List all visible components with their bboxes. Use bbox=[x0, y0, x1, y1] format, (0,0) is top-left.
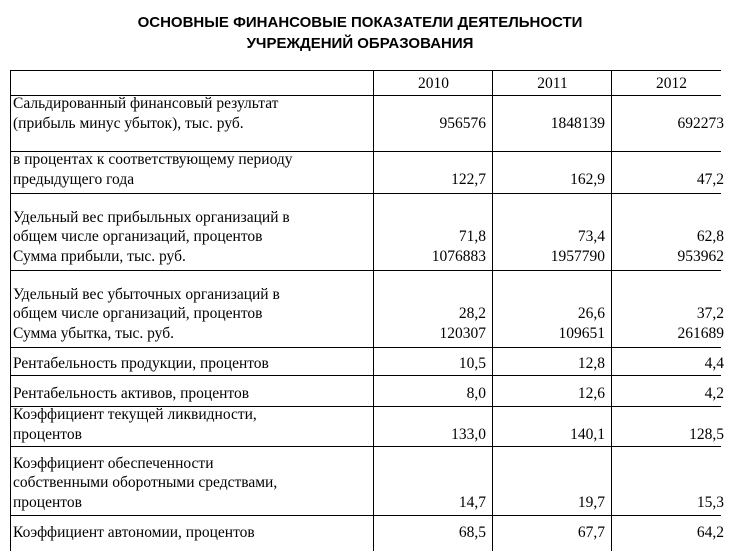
table-row bbox=[11, 406, 724, 444]
value-2010: 133,0 bbox=[451, 425, 486, 443]
value-2011: 67,7 bbox=[577, 523, 605, 541]
row-label: Коэффициент автономии, процентов bbox=[13, 523, 255, 541]
table-row bbox=[11, 193, 724, 266]
financial-table bbox=[10, 70, 724, 551]
value-2012: 64,2 bbox=[696, 523, 724, 541]
row-label: Коэффициент обеспеченности собственными оборотными средствами, процентов bbox=[13, 454, 278, 511]
value-2012: 47,2 bbox=[696, 170, 724, 188]
value-2012: 128,5 bbox=[689, 425, 724, 443]
value-2011: 140,1 bbox=[570, 425, 605, 443]
value-2010: 8,0 bbox=[466, 384, 486, 402]
value-2012: 15,3 bbox=[696, 493, 724, 511]
value-2011: 1848139 bbox=[550, 114, 605, 132]
row-label: в процентах к соответствующему периоду предыдущего года bbox=[13, 151, 293, 188]
value-2012: 4,4 bbox=[704, 354, 724, 372]
row-label: Удельный вес прибыльных организаций в общем числе организаций, процентов Сумма прибыли, тыс. руб. bbox=[13, 208, 290, 265]
row-label: Рентабельность активов, процентов bbox=[13, 384, 250, 402]
value-2010: 68,5 bbox=[458, 523, 486, 541]
value-2010: 956576 bbox=[439, 114, 486, 132]
year-header-2011: 2011 bbox=[537, 75, 568, 92]
value-2010: 10,5 bbox=[458, 354, 486, 372]
title-line-1: ОСНОВНЫЕ ФИНАНСОВЫЕ ПОКАЗАТЕЛИ ДЕЯТЕЛЬНОСТИ bbox=[137, 14, 583, 31]
value-2010: 122,7 bbox=[451, 170, 486, 188]
value-2012: 62,8 953962 bbox=[677, 228, 724, 265]
table-row bbox=[11, 95, 724, 133]
value-2011: 12,6 bbox=[577, 384, 605, 402]
value-2012: 692273 bbox=[677, 114, 724, 132]
table-row bbox=[11, 151, 724, 189]
row-label: Сальдированный финансовый результат (прибыль минус убыток), тыс. руб. bbox=[13, 95, 279, 132]
table-row bbox=[11, 446, 724, 512]
year-header-2010: 2010 bbox=[418, 75, 449, 92]
table-row bbox=[11, 375, 724, 403]
title-line-2: УЧРЕЖДЕНИЙ ОБРАЗОВАНИЯ bbox=[246, 35, 474, 52]
value-2011: 162,9 bbox=[570, 170, 605, 188]
value-2012: 37,2 261689 bbox=[677, 305, 724, 342]
row-label: Удельный вес убыточных организаций в общем числе организаций, процентов Сумма убытка, тыс. руб. bbox=[13, 285, 280, 342]
value-2010: 71,8 1076883 bbox=[431, 228, 486, 265]
value-2011: 26,6 109651 bbox=[558, 305, 605, 342]
table-row bbox=[11, 515, 724, 542]
value-2011: 19,7 bbox=[577, 493, 605, 511]
row-label: Рентабельность продукции, процентов bbox=[13, 354, 269, 372]
year-header-2012: 2012 bbox=[656, 75, 687, 92]
row-label: Коэффициент текущей ликвидности, процентов bbox=[13, 406, 257, 443]
table-row bbox=[11, 347, 724, 373]
value-2011: 73,4 1957790 bbox=[550, 228, 605, 265]
page-title bbox=[0, 12, 720, 54]
value-2010: 14,7 bbox=[458, 493, 486, 511]
value-2011: 12,8 bbox=[577, 354, 605, 372]
value-2012: 4,2 bbox=[704, 384, 724, 402]
value-2010: 28,2 120307 bbox=[439, 305, 486, 342]
table-row bbox=[11, 270, 724, 343]
